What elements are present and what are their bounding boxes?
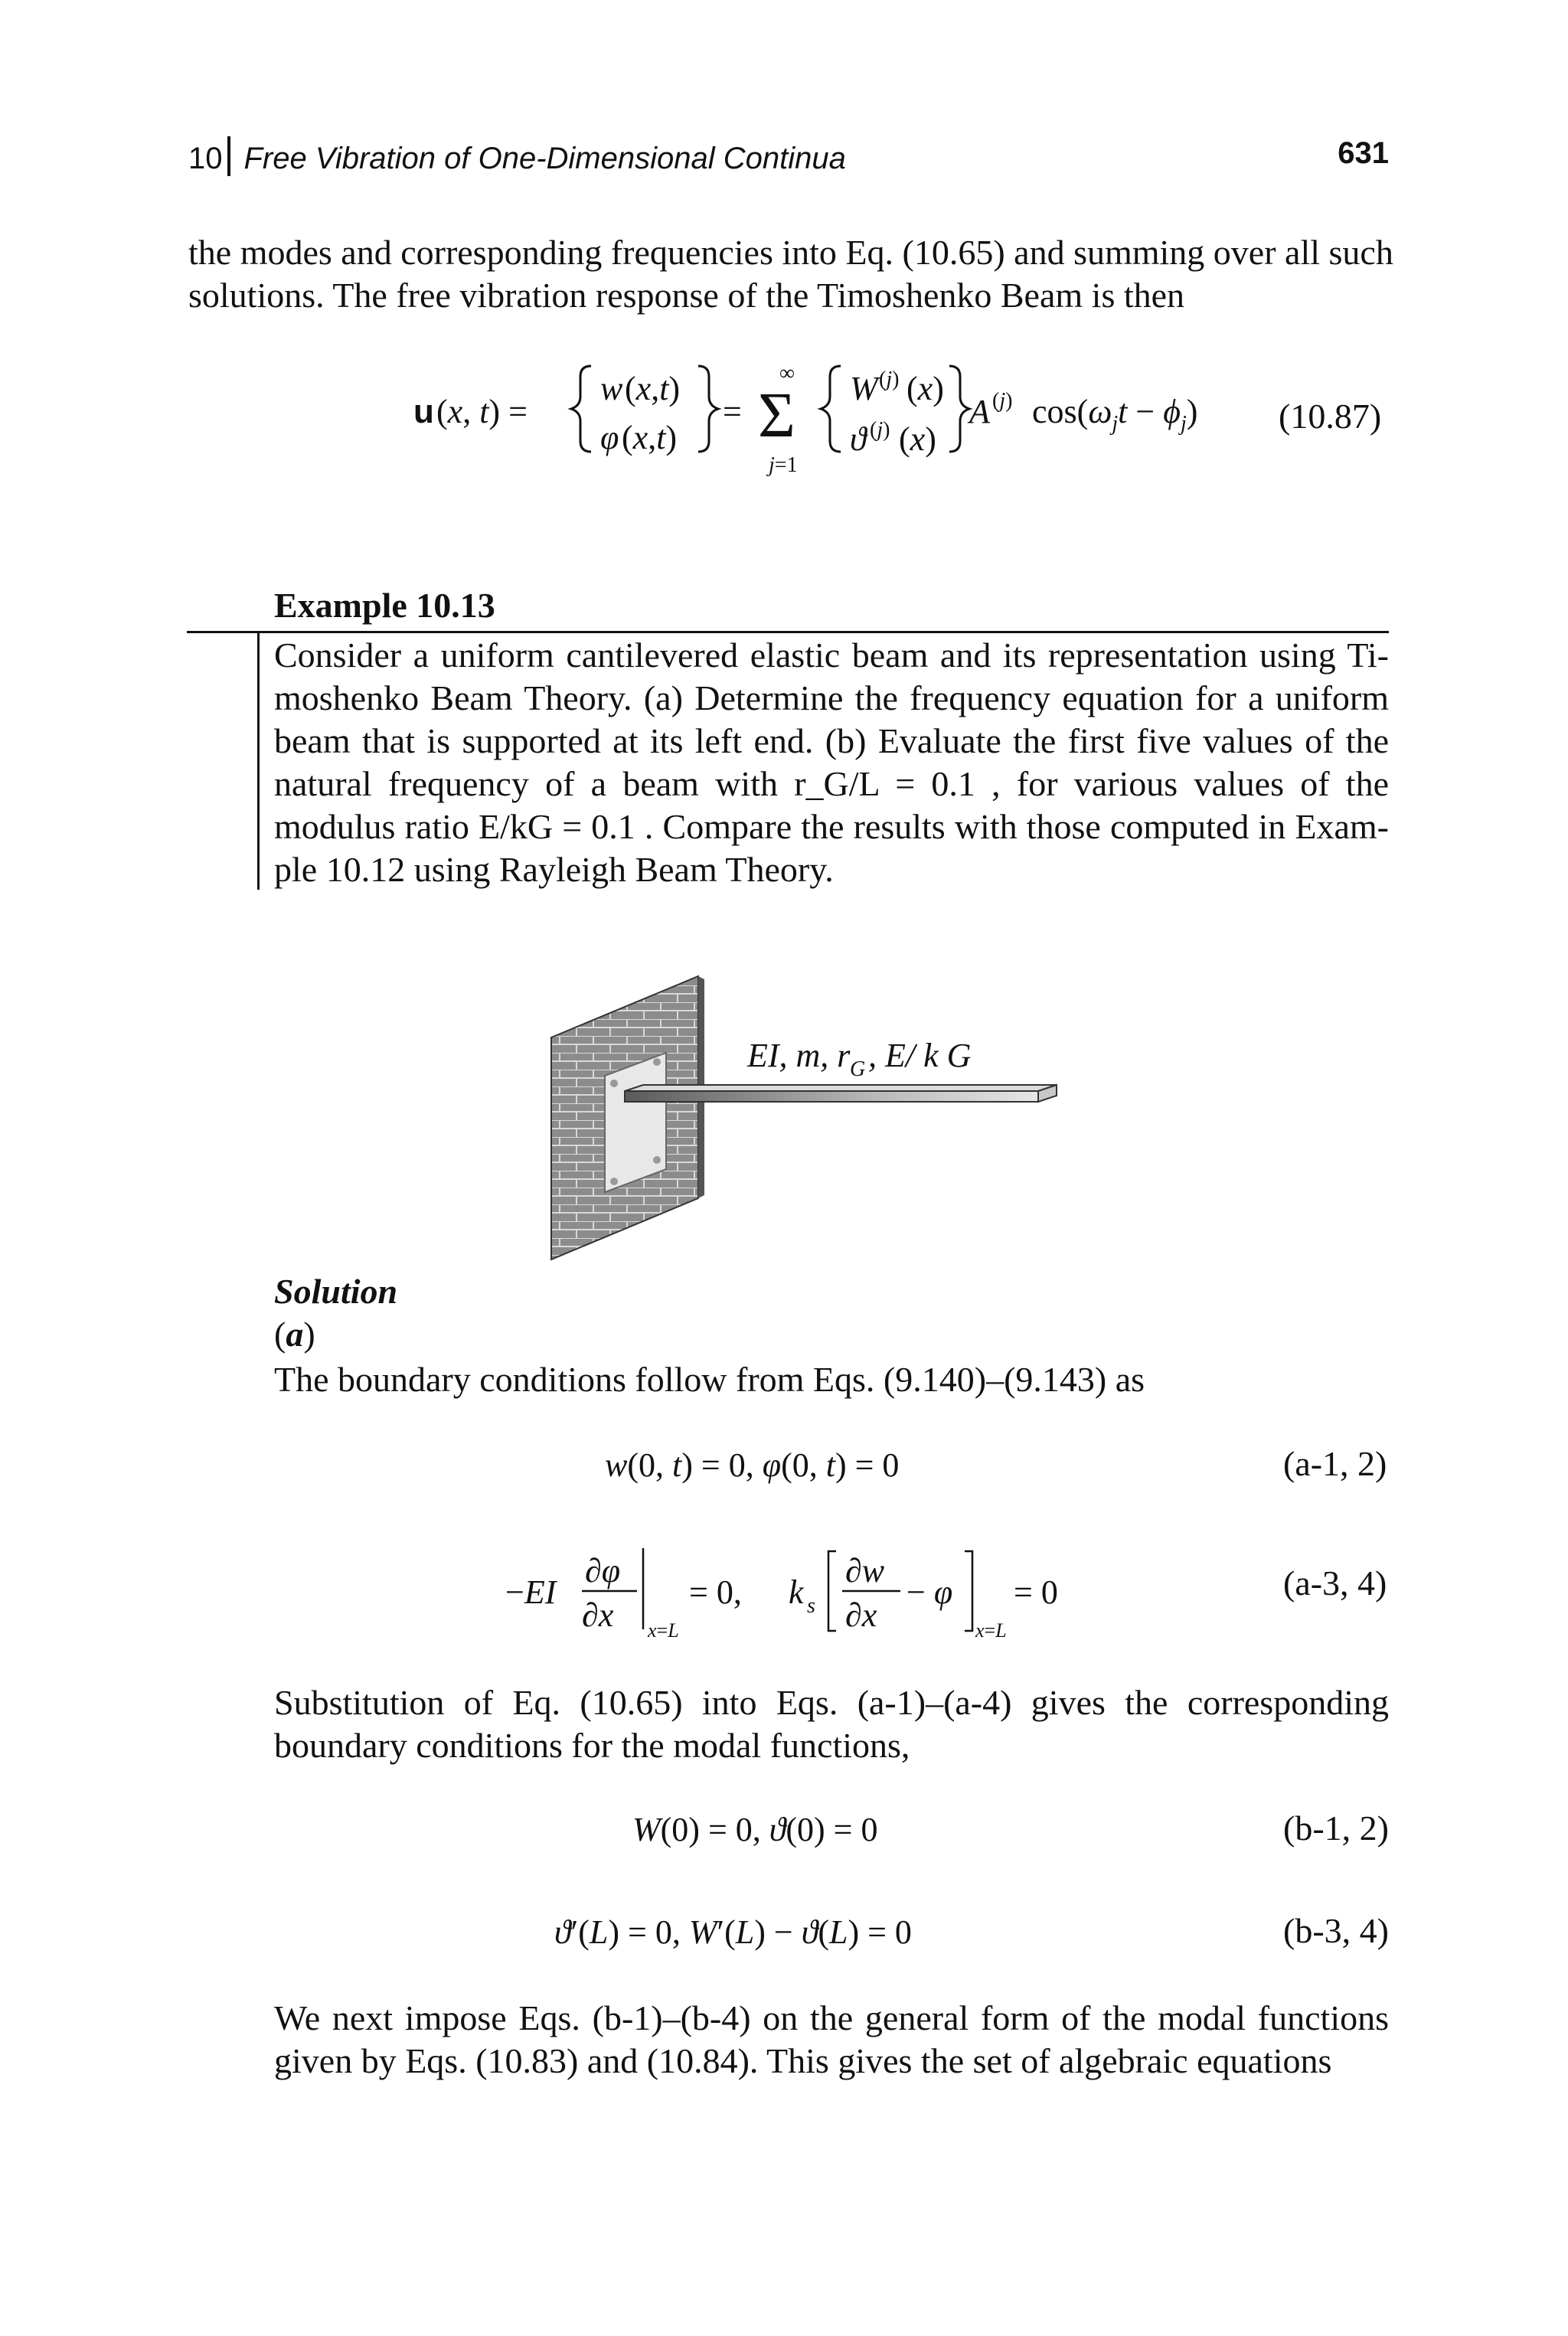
example-side-rule xyxy=(257,632,260,890)
svg-text:A: A xyxy=(969,393,990,430)
svg-text:j=1: j=1 xyxy=(769,453,798,477)
example-line: modulus ratio E/kG = 0.1 . Compare the results with those computed in Exam- xyxy=(274,807,1389,846)
example-rule xyxy=(187,631,1389,633)
svg-text:, E/ k G: , E/ k G xyxy=(868,1037,972,1074)
example-line: beam that is supported at its left end. (b) Evaluate the first five values of the xyxy=(274,721,1389,760)
subst-line-2: boundary conditions for the modal functions, xyxy=(274,1726,910,1765)
svg-text:u: u xyxy=(413,393,434,430)
svg-text:∂φ: ∂φ xyxy=(585,1552,621,1589)
equation-number: (b-1, 2) xyxy=(1283,1808,1389,1848)
svg-text:(j): (j) xyxy=(879,368,900,391)
intro-paragraph xyxy=(188,231,1393,317)
svg-text:W: W xyxy=(850,370,878,407)
example-line: moshenko Beam Theory. (a) Determine the frequency equation for a uniform xyxy=(274,678,1389,717)
solution-title: Solution xyxy=(274,1272,398,1311)
svg-text:(x): (x) xyxy=(906,370,944,407)
bc-intro xyxy=(274,1358,1389,1401)
equation-number: (b-3, 4) xyxy=(1283,1911,1389,1950)
page-number: 631 xyxy=(1338,136,1389,170)
svg-text:W(0) = 0, ϑ(0) = 0: W(0) = 0, ϑ(0) = 0 xyxy=(632,1811,878,1848)
equation-number: (10.87) xyxy=(1279,397,1382,436)
chapter-title: Free Vibration of One-Dimensional Continua xyxy=(243,142,846,175)
svg-text:− φ: − φ xyxy=(906,1573,953,1611)
svg-text:= 0: = 0 xyxy=(1014,1573,1058,1611)
svg-text:∂x: ∂x xyxy=(582,1596,614,1634)
header-divider xyxy=(227,136,230,176)
closing-paragraph xyxy=(274,1997,1389,2083)
beam xyxy=(625,1085,1057,1102)
example-line: natural frequency of a beam with r_G/L = 0.1 , for various values of the xyxy=(274,764,1389,803)
equation-a-3-4 xyxy=(505,1540,1087,1648)
intro-line-2: solutions. The free vibration response of the Timoshenko Beam is then xyxy=(188,276,1185,315)
svg-text:(x): (x) xyxy=(899,420,936,458)
chapter-number: 10 xyxy=(188,142,223,175)
example-line: ple 10.12 using Rayleigh Beam Theory. xyxy=(274,850,834,889)
equation-number: (a-1, 2) xyxy=(1283,1444,1387,1483)
svg-text:EI, m, r: EI, m, r xyxy=(747,1037,851,1074)
solution-part-a: (a) xyxy=(274,1315,315,1354)
svg-text:s: s xyxy=(807,1594,815,1618)
subst-line-1: Substitution of Eq. (10.65) into Eqs. (a-1)–(a-4) gives the corresponding xyxy=(274,1683,1389,1722)
svg-text:cos(ωjt − ϕj): $\cos(\omega_jt - \phi_j)$ xyxy=(1032,393,1198,436)
example-line: Consider a uniform cantilevered elastic beam and its representation using Ti- xyxy=(274,635,1389,675)
svg-text:(x,t): (x,t) xyxy=(622,419,678,456)
svg-text:w(0, t) = 0, φ(0, t) = 0: w(0, t) = 0, φ(0, t) = 0 xyxy=(605,1446,900,1484)
beam-parameters-label xyxy=(746,1037,971,1081)
equation-number: (a-3, 4) xyxy=(1283,1563,1387,1603)
svg-text:ϑ′(L) = 0, W′(L) − ϑ(L) = 0: ϑ′(L) = 0, W′(L) − ϑ(L) = 0 xyxy=(554,1913,912,1951)
svg-text:(x,t): (x,t) xyxy=(625,370,681,407)
svg-text:∂x: ∂x xyxy=(845,1596,877,1634)
svg-text:−EI: −EI xyxy=(505,1573,557,1611)
intro-line-1: the modes and corresponding frequencies into Eq. (10.65) and summing over all such xyxy=(188,233,1393,272)
svg-text:φ: φ xyxy=(600,419,619,456)
next-line-2: given by Eqs. (10.83) and (10.84). This gives the set of algebraic equations xyxy=(274,2041,1332,2080)
equation-b-1-2 xyxy=(632,1804,985,1857)
example-text xyxy=(274,634,1389,891)
next-line-1: We next impose Eqs. (b-1)–(b-4) on the general form of the modal functions xyxy=(274,1998,1389,2037)
svg-text:=: = xyxy=(723,393,742,430)
equation-b-3-4 xyxy=(554,1906,1029,1960)
svg-text:k: k xyxy=(789,1573,804,1611)
example-title: Example 10.13 xyxy=(274,586,495,625)
mounting-plate xyxy=(605,1053,666,1192)
svg-text:(x, t) =: (x, t) = xyxy=(436,393,528,430)
svg-text:= 0,: = 0, xyxy=(689,1573,742,1611)
bc-intro-line: The boundary conditions follow from Eqs. (9.140)–(9.143) as xyxy=(274,1360,1145,1399)
equation-a-1-2 xyxy=(605,1439,1034,1493)
svg-text:∞: ∞ xyxy=(779,361,795,385)
running-header xyxy=(188,136,846,179)
cantilever-beam-figure xyxy=(551,969,1072,1259)
svg-text:x=L: x=L xyxy=(975,1619,1007,1642)
svg-text:∂w: ∂w xyxy=(845,1552,885,1589)
svg-text:Σ: Σ xyxy=(758,380,795,451)
svg-text:w: w xyxy=(600,370,623,407)
svg-text:x=L: x=L xyxy=(648,1619,679,1642)
equation-10-87 xyxy=(413,352,1198,477)
substitution-paragraph xyxy=(274,1681,1389,1767)
svg-text:(j): (j) xyxy=(992,389,1013,413)
svg-text:ϑ: ϑ xyxy=(850,420,867,458)
svg-text:(j): (j) xyxy=(870,418,890,442)
svg-text:G: G xyxy=(850,1057,866,1081)
